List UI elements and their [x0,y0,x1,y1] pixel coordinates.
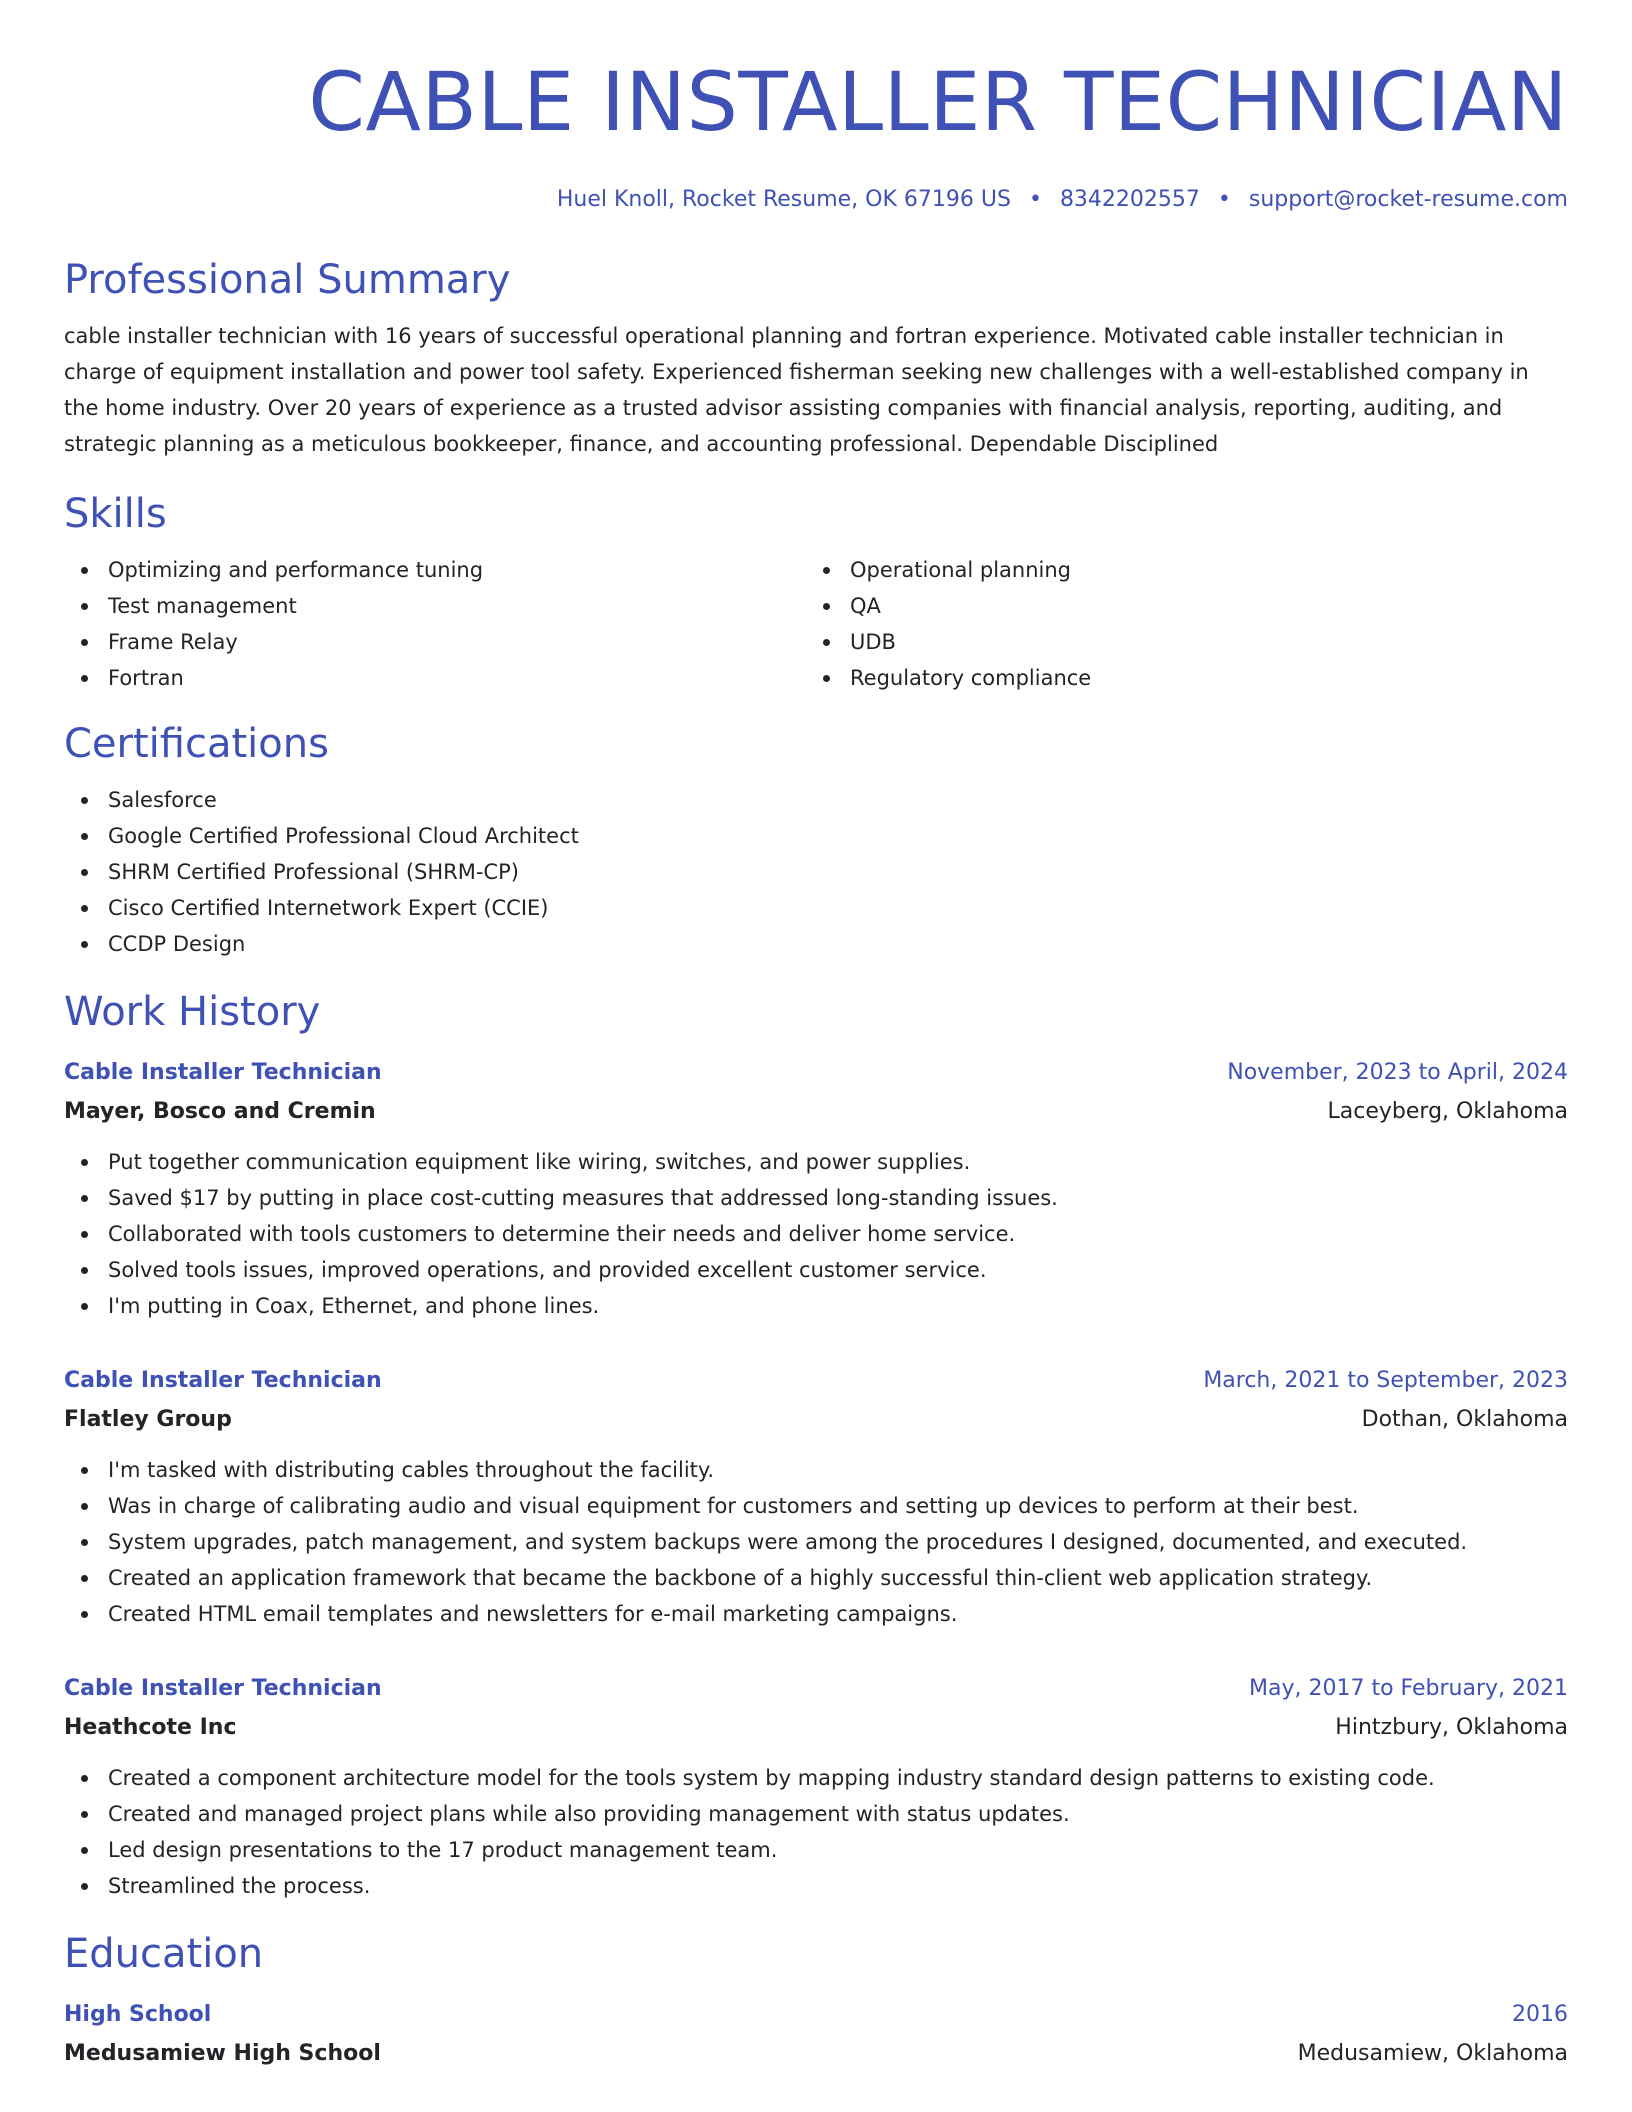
job-bullet: Led design presentations to the 17 product management team. [64,1832,1568,1868]
job-bullet: Put together communication equipment like wiring, switches, and power supplies. [64,1144,1568,1180]
job-location: Dothan, Oklahoma [1361,1407,1568,1432]
job-bullet: Solved tools issues, improved operations, and provided excellent customer service. [64,1252,1568,1288]
education-degree: High School [64,2002,212,2027]
skill-item: QA [806,588,1548,624]
job-entry [64,1670,1568,1904]
job-role: Cable Installer Technician [64,1368,382,1393]
job-role: Cable Installer Technician [64,1676,382,1701]
education-header-row [64,1996,1568,2034]
job-company-row [64,1400,1568,1440]
job-header-row [64,1670,1568,1708]
skills-column-right [806,552,1548,696]
skill-item: Test management [64,588,806,624]
job-location: Hintzbury, Oklahoma [1335,1715,1568,1740]
section-title-certifications: Certifications [64,721,329,767]
summary-text: cable installer technician with 16 years of successful operational planning and fortran experience. Motivated cable installer technician in charge of equipment installation and power tool safety. Experienced fisherman seeking new challenges with a well-established company in the home industry. Over 20 years of experience as a trusted advisor assisting companies with financial analysis, reporting, auditing, and strategic planning as a meticulous bookkeeper, finance, and accounting professional. Dependable Disciplined [64,324,1529,456]
job-bullet: Created an application framework that became the backbone of a highly successful thin-client web application strategy. [64,1560,1568,1596]
job-bullets [64,1144,1568,1324]
skill-item: Regulatory compliance [806,660,1548,696]
job-bullet: Created HTML email templates and newsletters for e-mail marketing campaigns. [64,1596,1568,1632]
certification-item: SHRM Certified Professional (SHRM-CP) [64,854,1568,890]
contact-email[interactable]: support@rocket-resume.com [1248,187,1568,212]
resume-page [64,0,1568,2112]
skill-item: UDB [806,624,1548,660]
job-entry [64,1362,1568,1632]
job-company-row [64,1092,1568,1132]
job-bullet: Streamlined the process. [64,1868,1568,1904]
education-entry [64,1996,1568,2074]
job-company-row [64,1708,1568,1748]
job-company: Flatley Group [64,1407,232,1432]
certification-item: CCDP Design [64,926,1568,962]
skills-grid [64,552,1568,696]
skill-item: Operational planning [806,552,1548,588]
education-location: Medusamiew, Oklahoma [1297,2041,1568,2066]
job-bullet: Saved $17 by putting in place cost-cutting measures that addressed long-standing issues. [64,1180,1568,1216]
skills-column-left [64,552,806,696]
job-bullet: Collaborated with tools customers to determine their needs and deliver home service. [64,1216,1568,1252]
education-school: Medusamiew High School [64,2041,381,2066]
certification-item: Salesforce [64,782,1568,818]
section-title-skills: Skills [64,491,167,537]
job-dates: November, 2023 to April, 2024 [1227,1060,1568,1085]
section-title-professional-summary: Professional Summary [64,257,511,303]
contact-separator: • [1217,187,1231,212]
education-year: 2016 [1512,2002,1568,2027]
certification-item: Cisco Certified Internetwork Expert (CCIE) [64,890,1568,926]
contact-phone[interactable]: 8342202557 [1059,187,1200,212]
job-bullets [64,1760,1568,1904]
section-title-work-history: Work History [64,989,321,1035]
certification-item: Google Certified Professional Cloud Architect [64,818,1568,854]
education-school-row [64,2034,1568,2074]
job-bullet: I'm putting in Coax, Ethernet, and phone lines. [64,1288,1568,1324]
job-bullets [64,1452,1568,1632]
skill-item: Fortran [64,660,806,696]
job-dates: May, 2017 to February, 2021 [1249,1676,1568,1701]
job-entry [64,1054,1568,1324]
skill-item: Optimizing and performance tuning [64,552,806,588]
job-bullet: Created a component architecture model for the tools system by mapping industry standard design patterns to existing code. [64,1760,1568,1796]
job-header-row [64,1054,1568,1092]
job-bullet: I'm tasked with distributing cables throughout the facility. [64,1452,1568,1488]
job-header-row [64,1362,1568,1400]
job-dates: March, 2021 to September, 2023 [1203,1368,1568,1393]
job-role: Cable Installer Technician [64,1060,382,1085]
job-location: Laceyberg, Oklahoma [1327,1099,1568,1124]
job-company: Mayer, Bosco and Cremin [64,1099,376,1124]
job-bullet: Was in charge of calibrating audio and visual equipment for customers and setting up devices to perform at their best. [64,1488,1568,1524]
resume-name-title: CABLE INSTALLER TECHNICIAN [308,56,1568,150]
contact-separator: • [1028,187,1042,212]
job-bullet: Created and managed project plans while also providing management with status updates. [64,1796,1568,1832]
certifications-list [64,782,1568,962]
skill-item: Frame Relay [64,624,806,660]
job-bullet: System upgrades, patch management, and system backups were among the procedures I designed, documented, and executed. [64,1524,1568,1560]
job-company: Heathcote Inc [64,1715,237,1740]
contact-address: Huel Knoll, Rocket Resume, OK 67196 US [556,187,1011,212]
section-title-education: Education [64,1931,264,1977]
contact-line [64,186,1568,214]
